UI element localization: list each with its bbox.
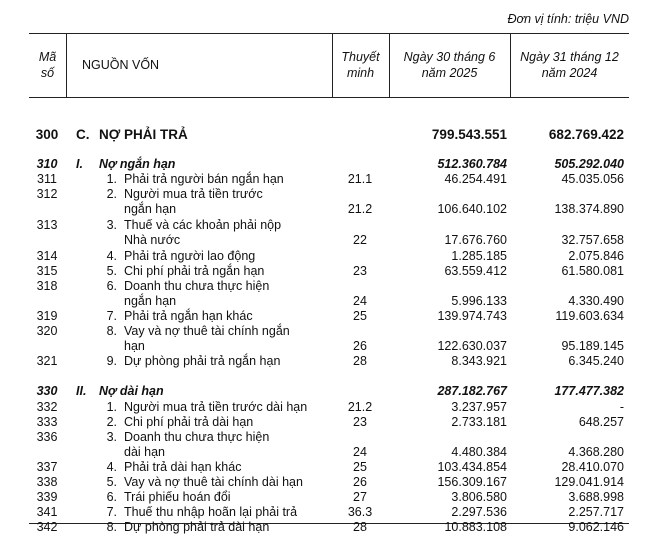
- header-col-2024: Ngày 31 tháng 12 năm 2024: [520, 50, 619, 80]
- header-source: NGUỒN VỐN: [82, 58, 160, 72]
- unit-note: Đơn vị tính: triệu VND: [507, 12, 629, 26]
- header-note: Thuyết minh: [341, 50, 380, 80]
- header-col-2025: Ngày 30 tháng 6 năm 2025: [403, 50, 496, 80]
- header-bottom-border: [29, 97, 629, 98]
- table-header: [29, 33, 629, 97]
- balance-sheet-table: Mã số NGUỒN VỐN Thuyết minh Ngày 30 tháng 6 năm 2025 Ngày 31 tháng 12 năm 2024 300 C. NỢ PHẢI TRẢ 799.543.551 682.769.422 310 I. Nợ ngắn hạn 512.360.784 505.292.040 311 1. Phải trả người bán ngắn hạn 21.1 46.254.491 45.035.056 312 2. Người mua trả tiền trước ngắn hạn 21.2 106.640.102 138.374.890 313 3. Thuế và các khoản phải nộp Nhà nước 22 17.676.760 32.757.658 314 4. Phải trả người lao động 1.285.185 2.075.846 315 5. Chi phí phải trả ngắn hạn 23 63.559.412 61.580.081 318 6. Doanh thu chưa thực hiện ngắn hạn 24 5.996.133 4.330.490 319 7. Phải trả ngắn hạn khác 25 139.974.743 119.603.634 320 8. Vay và nợ thuê tài chính ngắn hạn 26 122.630.037 95.189.145 321 9. Dự phòng phải trả ngắn hạn 28 8.343.921 6.345.240 330 II. Nợ dài hạn 287.182.767 177.477.382 332 1. Người mua trả tiền trước dài hạn 21.2 3.237.957 - 333 2. Chi phí phải trả dài hạn 23 2.733.181 648.257 336 3. Doanh thu chưa thực hiện dài hạn 24 4.480.384 4.368.280 337 4. Phải trả dài hạn khác 25 103.434.854 28.410.070 338 5. Vay và nợ thuê tài chính dài hạn 26 156.309.167 129.041.914 339 6. Trái phiếu hoán đổi 27 3.806.580 3.688.998 341 7. Thuế thu nhập hoãn lại phải trả 36.3 2.297.536 2.257.717 342 8. Dự phòng phải trả dài hạn 28 10.883.108 9.062.146: [29, 33, 629, 523]
- header-code: Mã số: [38, 50, 57, 80]
